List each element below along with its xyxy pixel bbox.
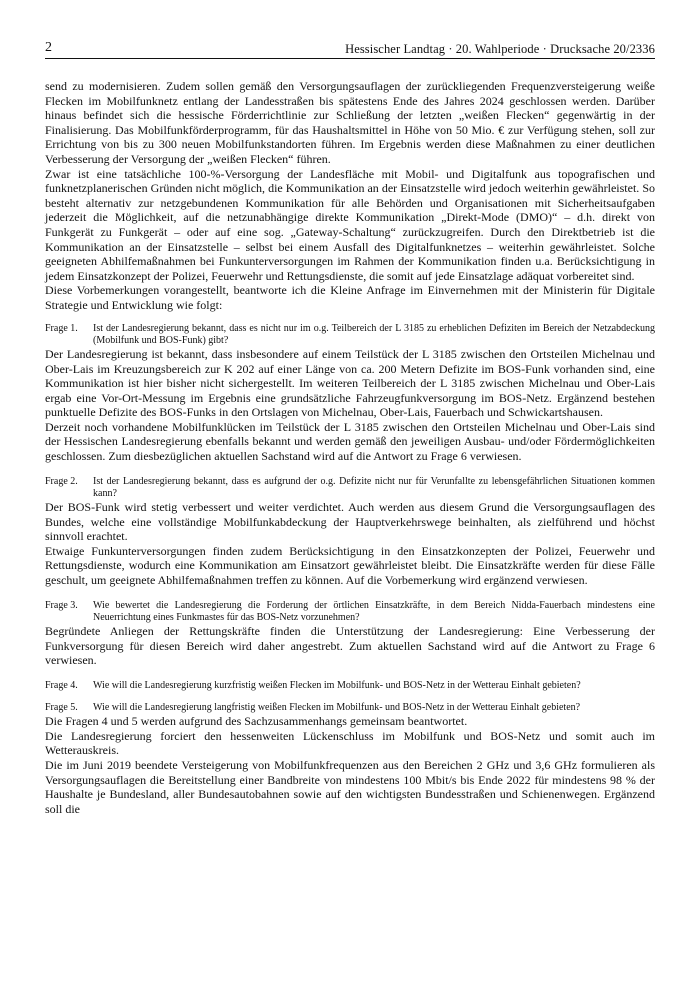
question-text: Wie bewertet die Landesregierung die Forderung der örtlichen Einsatzkräfte, in dem Bereich Nidda-Fauerbach mindestens eine Neuerrichtung eines Funkmastes für das BOS-Netz vorzunehmen? bbox=[93, 599, 655, 623]
question-text: Ist der Landesregierung bekannt, dass es aufgrund der o.g. Defizite nicht nur für Verunfallte zu lebensgefährlichen Situationen kommen kann? bbox=[93, 475, 655, 499]
document-body bbox=[45, 79, 655, 816]
question-label: Frage 1. bbox=[45, 322, 78, 334]
question-block bbox=[45, 680, 655, 692]
question-label: Frage 2. bbox=[45, 475, 78, 487]
paragraph: Derzeit noch vorhandene Mobilfunklücken im Teilstück der L 3185 zwischen den Ortsteilen Michelnau und Ober-Lais sind der Hessischen Landesregierung ebenfalls bekannt und werden gemäß den jeweiligen Ausbau- und/oder Fördermöglichkeiten geschlossen. Zum diesbezüglichen aktuellen Sachstand wird auf die Antwort zu Frage 6 verwiesen. bbox=[45, 419, 655, 464]
header-rule bbox=[45, 58, 655, 59]
question-block bbox=[45, 476, 655, 500]
question-label: Frage 3. bbox=[45, 599, 78, 611]
paragraph: send zu modernisieren. Zudem sollen gemäß den Versorgungsauflagen der zurückliegenden Frequenzversteigerung weiße Flecken im Mobilfunknetz entlang der Landesstraßen bis spätestens Ende des Jahres 2024 geschlossen werden. Darüber hinaus befindet sich die hessische Förderrichtlinie zur Schließung der letzten „weißen Flecken“ gegenwärtig in der Finalisierung. Das Mobilfunkförderprogramm, für das Haushaltsmittel in Höhe von 50 Mio. € zur Verfügung stehen, soll zur Errichtung von bis zu 300 neuen Mobilfunkstandorten führen. Im Ergebnis werden diese Maßnahmen zu einer deutlichen Verbesserung der Versorgung der „weißen Flecken“ führen. bbox=[45, 79, 655, 166]
running-title: Hessischer Landtag · 20. Wahlperiode · Drucksache 20/2336 bbox=[345, 42, 655, 56]
question-block bbox=[45, 702, 655, 714]
paragraph: Der BOS-Funk wird stetig verbessert und weiter verdichtet. Auch werden aus diesem Grund die Versorgungsauflagen des Bundes, welche eine vollständige Mobilfunkabdeckung der Hauptverkehrswege beinhalten, als zielführend und höchst sinnvoll erachtet. bbox=[45, 500, 655, 544]
paragraph: Zwar ist eine tatsächliche 100-%-Versorgung der Landesfläche mit Mobil- und Digitalfunk aus topografischen und funknetzplanerischen Gründen nicht möglich, die Kommunikation an der Einsatzstelle wird jedoch weiterhin gewährleistet. So besteht alternativ zur netzgebundenen Kommunikation für alle Behörden und Organisationen mit Sicherheitsaufgaben jederzeit die Möglichkeit, auf die netzunabhängige direkte Kommunikation „Direkt-Mode (DMO)“ – d.h. direkt von Funkgerät zu Funkgerät – oder auf eine sog. „Gateway-Schaltung“ zurückzugreifen. Durch den Direktbetrieb ist die Kommunikation an der Einsatzstelle – selbst bei einem Ausfall des Digitalfunknetzes – weiterhin gewährleistet. Solche geeigneten Abhilfemaßnahmen bei Funkunterversorgungen im Rahmen der Kommunikation finden u.a. Berücksichtigung in jedem Einsatzkonzept der Polizei, Feuerwehr und Rettungsdienste, die somit auf jede Einsatzlage adäquat vorbereitet sind. bbox=[45, 166, 655, 283]
paragraph: Die Fragen 4 und 5 werden aufgrund des Sachzusammenhangs gemeinsam beantwortet. bbox=[45, 714, 468, 729]
paragraph: Der Landesregierung ist bekannt, dass insbesondere auf einem Teilstück der L 3185 zwischen den Ortsteilen Michelnau und Ober-Lais im Kreuzungsbereich zur K 202 auf einer Länge von ca. 200 Metern Defizite im BOS-Funk vorhanden sind, eine Kommunikation ist hier bisher nicht sichergestellt. Im weiteren Teilbereich der L 3185 zwischen Michelnau und Ober-Lais ergab eine Vor-Ort-Messung im Ergebnis eine grundsätzliche Fahrzeugfunkversorgung im BOS-Netz. Ergänzend bestehen punktuelle Defizite des BOS-Funks in den Ortslagen von Michelnau, Ober-Lais, Fauerbach und Schwickartshausen. bbox=[45, 346, 655, 420]
question-text: Wie will die Landesregierung langfristig weißen Flecken im Mobilfunk- und BOS-Netz in der Wetterau Einhalt gebieten? bbox=[93, 702, 581, 714]
page-number: 2 bbox=[45, 40, 52, 55]
question-block bbox=[45, 600, 655, 624]
question-block bbox=[45, 323, 655, 347]
paragraph: Die Landesregierung forciert den hessenweiten Lückenschluss im Mobilfunk und BOS-Netz und somit auch im Wetterauskreis. bbox=[45, 728, 655, 758]
paragraph: Begründete Anliegen der Rettungskräfte finden die Unterstützung der Landesregierung: Eine Verbesserung der Funkversorgung für diesen Bereich wird daher angestrebt. Zum aktuellen Sachstand wird auf die Antwort zu Frage 6 verwiesen. bbox=[45, 624, 655, 668]
question-label: Frage 4. bbox=[45, 679, 78, 691]
paragraph: Die im Juni 2019 beendete Versteigerung von Mobilfunkfrequenzen aus den Bereichen 2 GHz und 3,6 GHz formulieren als Versorgungsauflagen die Bereitstellung einer Bandbreite von mindestens 100 Mbit/s bis Ende 2022 für mindestens 98 % der Haushalte je Bundesland, aller Bundesautobahnen sowie auf den wichtigsten Bundesstraßen und Schienenwegen. Ergänzend soll die bbox=[45, 758, 655, 816]
question-text: Wie will die Landesregierung kurzfristig weißen Flecken im Mobilfunk- und BOS-Netz in der Wetterau Einhalt gebieten? bbox=[93, 679, 581, 691]
paragraph: Etwaige Funkunterversorgungen finden zudem Berücksichtigung in den Einsatzkonzepten der Polizei, Feuerwehr und Rettungsdienste, wodurch eine Kommunikation am Einsatzort gewährleistet bleibt. Die Einsatzkräfte werden für diese Fälle geschult, um geeignete Abhilfemaßnahmen treffen zu können. Auf die Vorbemerkung wird ergänzend verwiesen. bbox=[45, 543, 655, 588]
question-label: Frage 5. bbox=[45, 702, 78, 714]
question-text: Ist der Landesregierung bekannt, dass es nicht nur im o.g. Teilbereich der L 3185 zu erheblichen Defiziten im Bereich der Netzabdeckung (Mobilfunk und BOS-Funk) gibt? bbox=[93, 322, 655, 346]
page-header bbox=[45, 40, 655, 60]
paragraph: Diese Vorbemerkungen vorangestellt, beantworte ich die Kleine Anfrage im Einvernehmen mit der Ministerin für Digitale Strategie und Entwicklung wie folgt: bbox=[45, 283, 655, 312]
